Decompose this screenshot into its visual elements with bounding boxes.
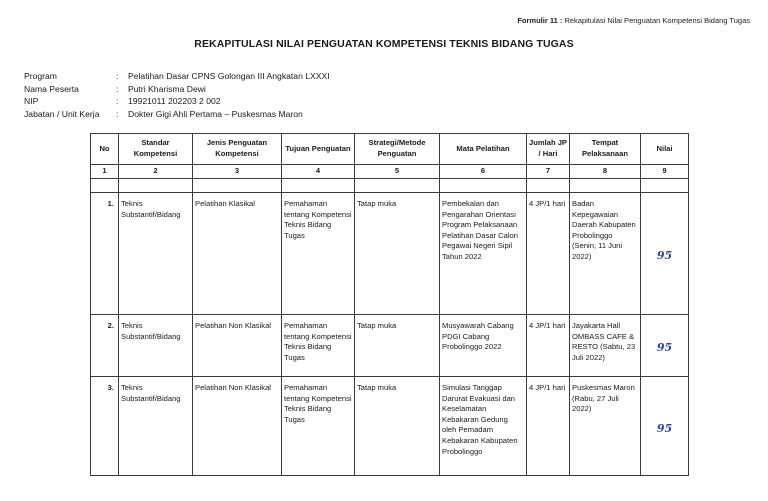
- col-header-jenis: Jenis Penguatan Kompetensi: [193, 134, 282, 165]
- cell-strategi: Tatap muka: [355, 377, 440, 476]
- info-row-nip: [24, 95, 330, 108]
- column-number: 8: [570, 165, 641, 179]
- cell-mata-pelatihan: Simulasi Tanggap Darurat Evakuasi dan Keselamatan Kebakaran Gedung oleh Pemadam Kebakaran Kabupaten Probolinggo: [440, 377, 527, 476]
- row-number: 2.: [91, 315, 119, 377]
- cell-standar: Teknis Substantif/Bidang: [119, 315, 193, 377]
- info-colon: :: [116, 108, 119, 119]
- column-number: 7: [527, 165, 570, 179]
- row-number: 3.: [91, 377, 119, 476]
- col-header-tempat: Tempat Pelaksanaan: [570, 134, 641, 165]
- cell-nilai: 95: [641, 193, 689, 315]
- col-header-mata: Mata Pelatihan: [440, 134, 527, 165]
- cell-strategi: Tatap muka: [355, 193, 440, 315]
- column-number: 5: [355, 165, 440, 179]
- col-header-nilai: Nilai: [641, 134, 689, 165]
- cell-tujuan: Pemahaman tentang Kompetensi Teknis Bidang Tugas: [282, 315, 355, 377]
- page-title: REKAPITULASI NILAI PENGUATAN KOMPETENSI TEKNIS BIDANG TUGAS: [194, 38, 574, 50]
- info-label: Nama Peserta: [24, 83, 79, 94]
- cell-tujuan: Pemahaman tentang Kompetensi Teknis Bidang Tugas: [282, 377, 355, 476]
- cell-mata-pelatihan: Musyawarah Cabang PDGI Cabang Probolinggo 2022: [440, 315, 527, 377]
- cell-standar: Teknis Substantif/Bidang: [119, 377, 193, 476]
- column-number: 6: [440, 165, 527, 179]
- info-colon: :: [116, 71, 119, 81]
- recap-table: [90, 133, 689, 476]
- info-value: Putri Kharisma Dewi: [128, 83, 206, 94]
- col-header-strategi: Strategi/Metode Penguatan: [355, 134, 440, 165]
- table-row: [91, 315, 689, 377]
- table-header-row: [91, 134, 689, 165]
- form-label: Formulir 11 :: [517, 16, 563, 25]
- participant-info: [24, 70, 330, 120]
- table-row: [91, 193, 689, 315]
- column-number: 9: [641, 165, 689, 179]
- cell-nilai: 95: [641, 315, 689, 377]
- info-label: Program: [24, 71, 57, 81]
- column-number: 1: [91, 165, 119, 179]
- info-value: 19921011 202203 2 002: [128, 96, 221, 107]
- cell-standar: Teknis Substantif/Bidang: [119, 193, 193, 315]
- column-number-row: [91, 165, 689, 179]
- column-number: 2: [119, 165, 193, 179]
- cell-jp: 4 JP/1 hari: [527, 377, 570, 476]
- form-title: Rekapitulasi Nilai Penguatan Kompetensi Bidang Tugas: [564, 16, 750, 25]
- info-colon: :: [116, 83, 119, 94]
- info-value: Pelatihan Dasar CPNS Golongan III Angkatan LXXXI: [128, 71, 330, 81]
- column-number: 4: [282, 165, 355, 179]
- info-label: NIP: [24, 96, 39, 107]
- cell-jenis: Pelatihan Non Klasikal: [193, 315, 282, 377]
- cell-jp: 4 JP/1 hari: [527, 315, 570, 377]
- cell-nilai: 95: [641, 377, 689, 476]
- cell-tujuan: Pemahaman tentang Kompetensi Teknis Bidang Tugas: [282, 193, 355, 315]
- cell-jp: 4 JP/1 hari: [527, 193, 570, 315]
- spacer-row: [91, 179, 689, 193]
- info-row-position: [24, 108, 330, 121]
- info-row-program: [24, 70, 330, 83]
- col-header-no: No: [91, 134, 119, 165]
- cell-jenis: Pelatihan Non Klasikal: [193, 377, 282, 476]
- cell-tempat: Badan Kepegawaian Daerah Kabupaten Probolinggo (Senin, 11 Juni 2022): [570, 193, 641, 315]
- cell-tempat: Puskesmas Maron (Rabu, 27 Juli 2022): [570, 377, 641, 476]
- col-header-tujuan: Tujuan Penguatan: [282, 134, 355, 165]
- form-reference: [517, 16, 750, 25]
- col-header-jp: Jumlah JP / Hari: [527, 134, 570, 165]
- cell-mata-pelatihan: Pembekalan dan Pengarahan Orientasi Program Pelaksanaan Pelatihan Dasar Calon Pegawai Negeri Sipil Tahun 2022: [440, 193, 527, 315]
- row-number: 1.: [91, 193, 119, 315]
- info-row-name: [24, 83, 330, 96]
- info-label: Jabatan / Unit Kerja: [24, 108, 100, 119]
- cell-tempat: Jayakarta Hall OMBASS CAFE & RESTO (Sabtu, 23 Juli 2022): [570, 315, 641, 377]
- info-colon: :: [116, 96, 119, 107]
- col-header-standar: Standar Kompetensi: [119, 134, 193, 165]
- table-row: [91, 377, 689, 476]
- column-number: 3: [193, 165, 282, 179]
- info-value: Dokter Gigi Ahli Pertama – Puskesmas Maron: [128, 108, 303, 119]
- cell-jenis: Pelatihan Klasikal: [193, 193, 282, 315]
- cell-strategi: Tatap muka: [355, 315, 440, 377]
